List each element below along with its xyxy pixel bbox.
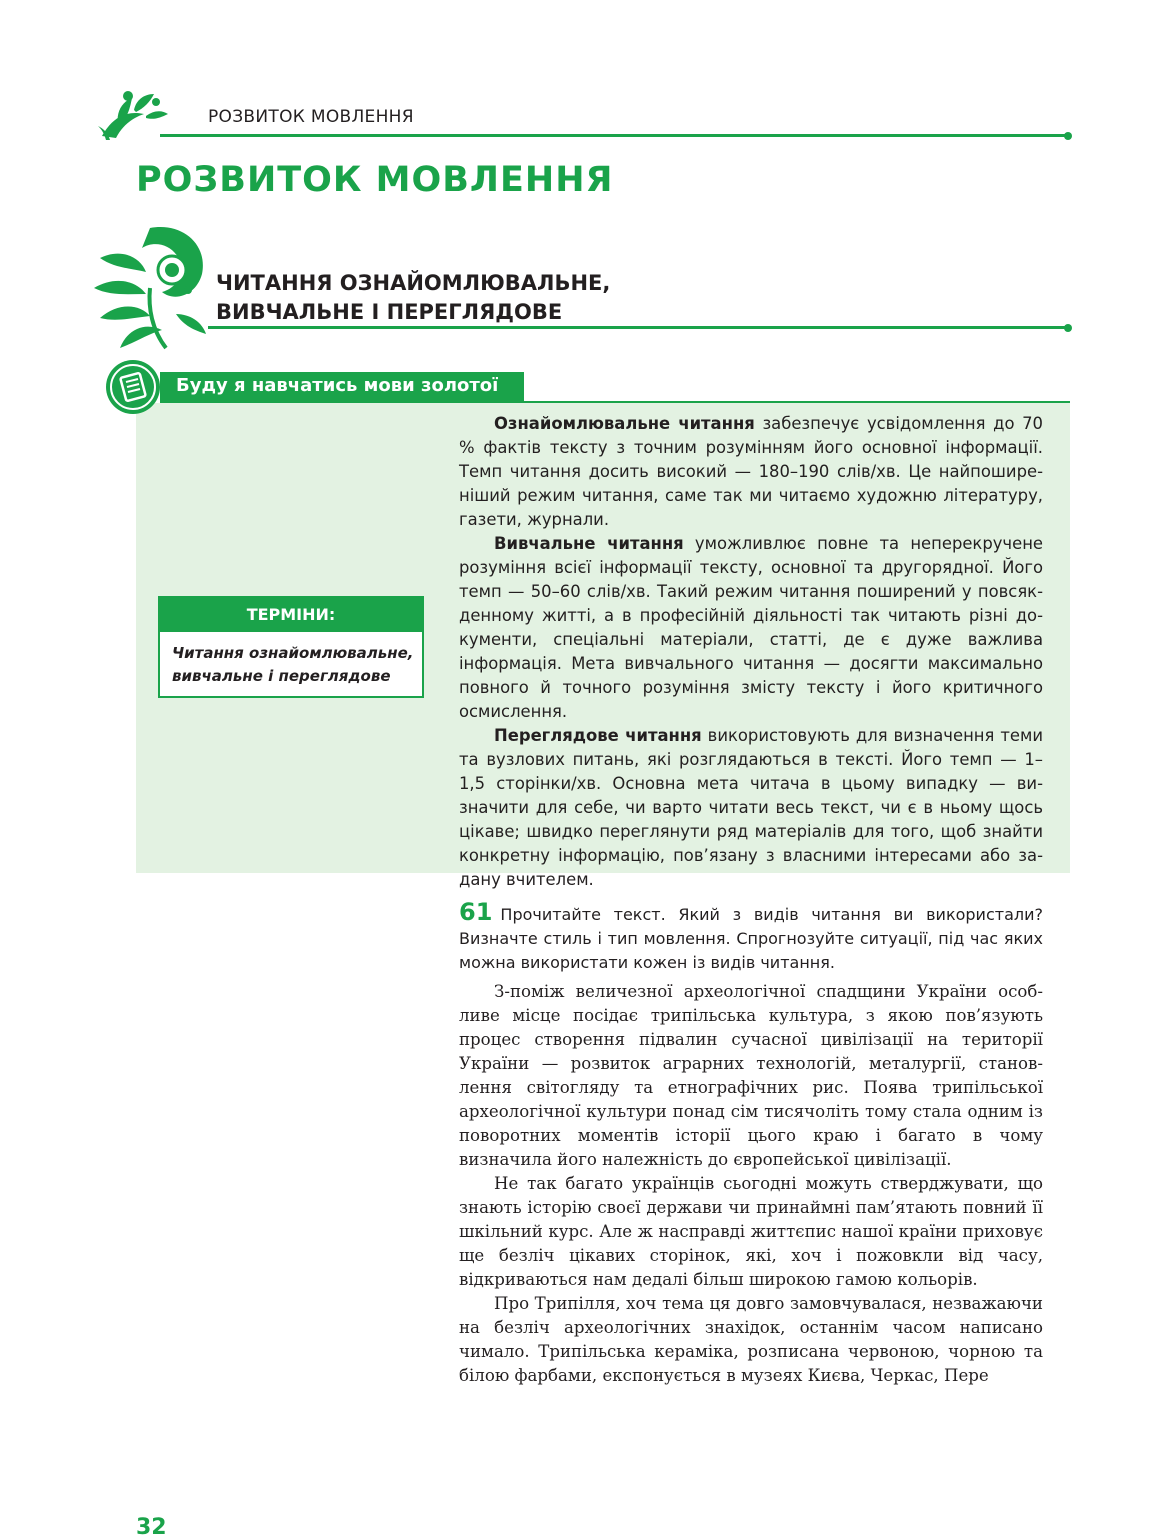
theory-paragraph — [459, 532, 1043, 724]
theory-paragraph — [459, 724, 1043, 892]
page-number: 32 — [136, 1515, 167, 1540]
section-subtitle — [216, 269, 610, 327]
section-subtitle-line1: ЧИТАННЯ ОЗНАЙОМЛЮВАЛЬНЕ, — [216, 271, 611, 295]
subtitle-divider — [208, 326, 1068, 329]
exercise-instruction: Прочитайте текст. Який з видів читання ви використали? Визначте стиль і тип мовлення. Спрогнозуйте ситуації, під час яких можна використати кожен із видів читання. — [459, 905, 1043, 972]
theory-term: Вивчальне читання — [494, 534, 684, 553]
exercise-number: 61 — [459, 898, 493, 926]
theory-definition: забезпечує усвідомлення до 70 % фактів тексту з точним розумінням його основної інформації. Темп читання досить високий — 180–190 слів/хв. Це найпоширеніший режим читання, саме так ми читаємо художню літературу, газети, журнали. — [459, 414, 1043, 529]
page-title: РОЗВИТОК МОВЛЕННЯ — [136, 160, 614, 200]
large-floral-ornament-icon — [90, 218, 210, 356]
theory-text — [459, 412, 1043, 892]
notebook-icon — [106, 360, 160, 414]
header-divider — [160, 134, 1068, 137]
terms-heading: ТЕРМІНИ: — [160, 598, 422, 632]
subtitle-divider-dot — [1064, 324, 1072, 332]
header-divider-dot — [1064, 132, 1072, 140]
section-subtitle-line2: ВИВЧАЛЬНЕ І ПЕРЕГЛЯДОВЕ — [216, 300, 563, 324]
theory-paragraph — [459, 412, 1043, 532]
terms-body: Читання ознайомлювальне, вивчальне і переглядове — [172, 644, 414, 685]
reading-paragraph: З-поміж величезної археологічної спадщини України особливе місце посідає трипільська культура, з якою пов’язують процес створення підвалин сучасної цивілізації на території України — розвиток аграрних технологій, металургії, становлення світогляду та етнографічних рис. Поява трипільської археологічної культури понад сім тисячоліть тому стала одним із поворотних моментів історії цього краю і багато в чому визначила його належність до європейської цивілізації. — [459, 982, 1043, 1169]
theory-term: Переглядове читання — [494, 726, 702, 745]
theory-definition: використовують для визначення теми та вузлових питань, які розглядаються в тексті. Його темп — 1–1,5 сторінки/хв. Основна мета читача в цьому випадку — визначити для себе, чи варто читати весь текст, чи є в ньому щось цікаве; швидко переглянути ряд матеріалів для того, щоб знайти конкретну інформацію, пов’язану з власними інтересами або задану вчителем. — [459, 726, 1043, 889]
theory-term: Ознайомлювальне читання — [494, 414, 755, 433]
terms-box — [158, 596, 424, 698]
section-banner-label: Буду я навчатись мови золотої — [176, 375, 499, 396]
theory-definition: уможливлює повне та неперекручене розуміння всієї інформації тексту, основної та другорядної. Його темп — 50–60 слів/хв. Такий режим читання поширений у повсякденному житті, а в професійній діяльності так читають різні документи, спеціальні матеріали, статті, де є дуже важлива інформація. Мета вивчального читання — досягти максимально повного й точного розуміння змісту тексту і його критичного осмислення. — [459, 534, 1044, 721]
running-header: РОЗВИТОК МОВЛЕННЯ — [208, 107, 414, 127]
reading-paragraph: Не так багато українців сьогодні можуть стверджувати, що знають історію своєї держави чи принаймні пам’ятають повний її шкільний курс. Але ж насправді життєпис нашої країни приховує ще безліч цікавих сторінок, які, хоч і пожовкли від часу, відкриваються нам дедалі більш широкою гамою кольорів. — [459, 1174, 1043, 1289]
exercise-task — [459, 900, 1043, 975]
reading-paragraph: Про Трипілля, хоч тема ця довго замовчувалася, незважаючи на безліч археологічних знахідок, останнім часом написано чимало. Трипільська кераміка, розписана червоною, чорною та білою фарбами, експонується в музеях Києва, Черкас, Пере — [459, 1294, 1043, 1385]
reading-text — [459, 980, 1043, 1388]
